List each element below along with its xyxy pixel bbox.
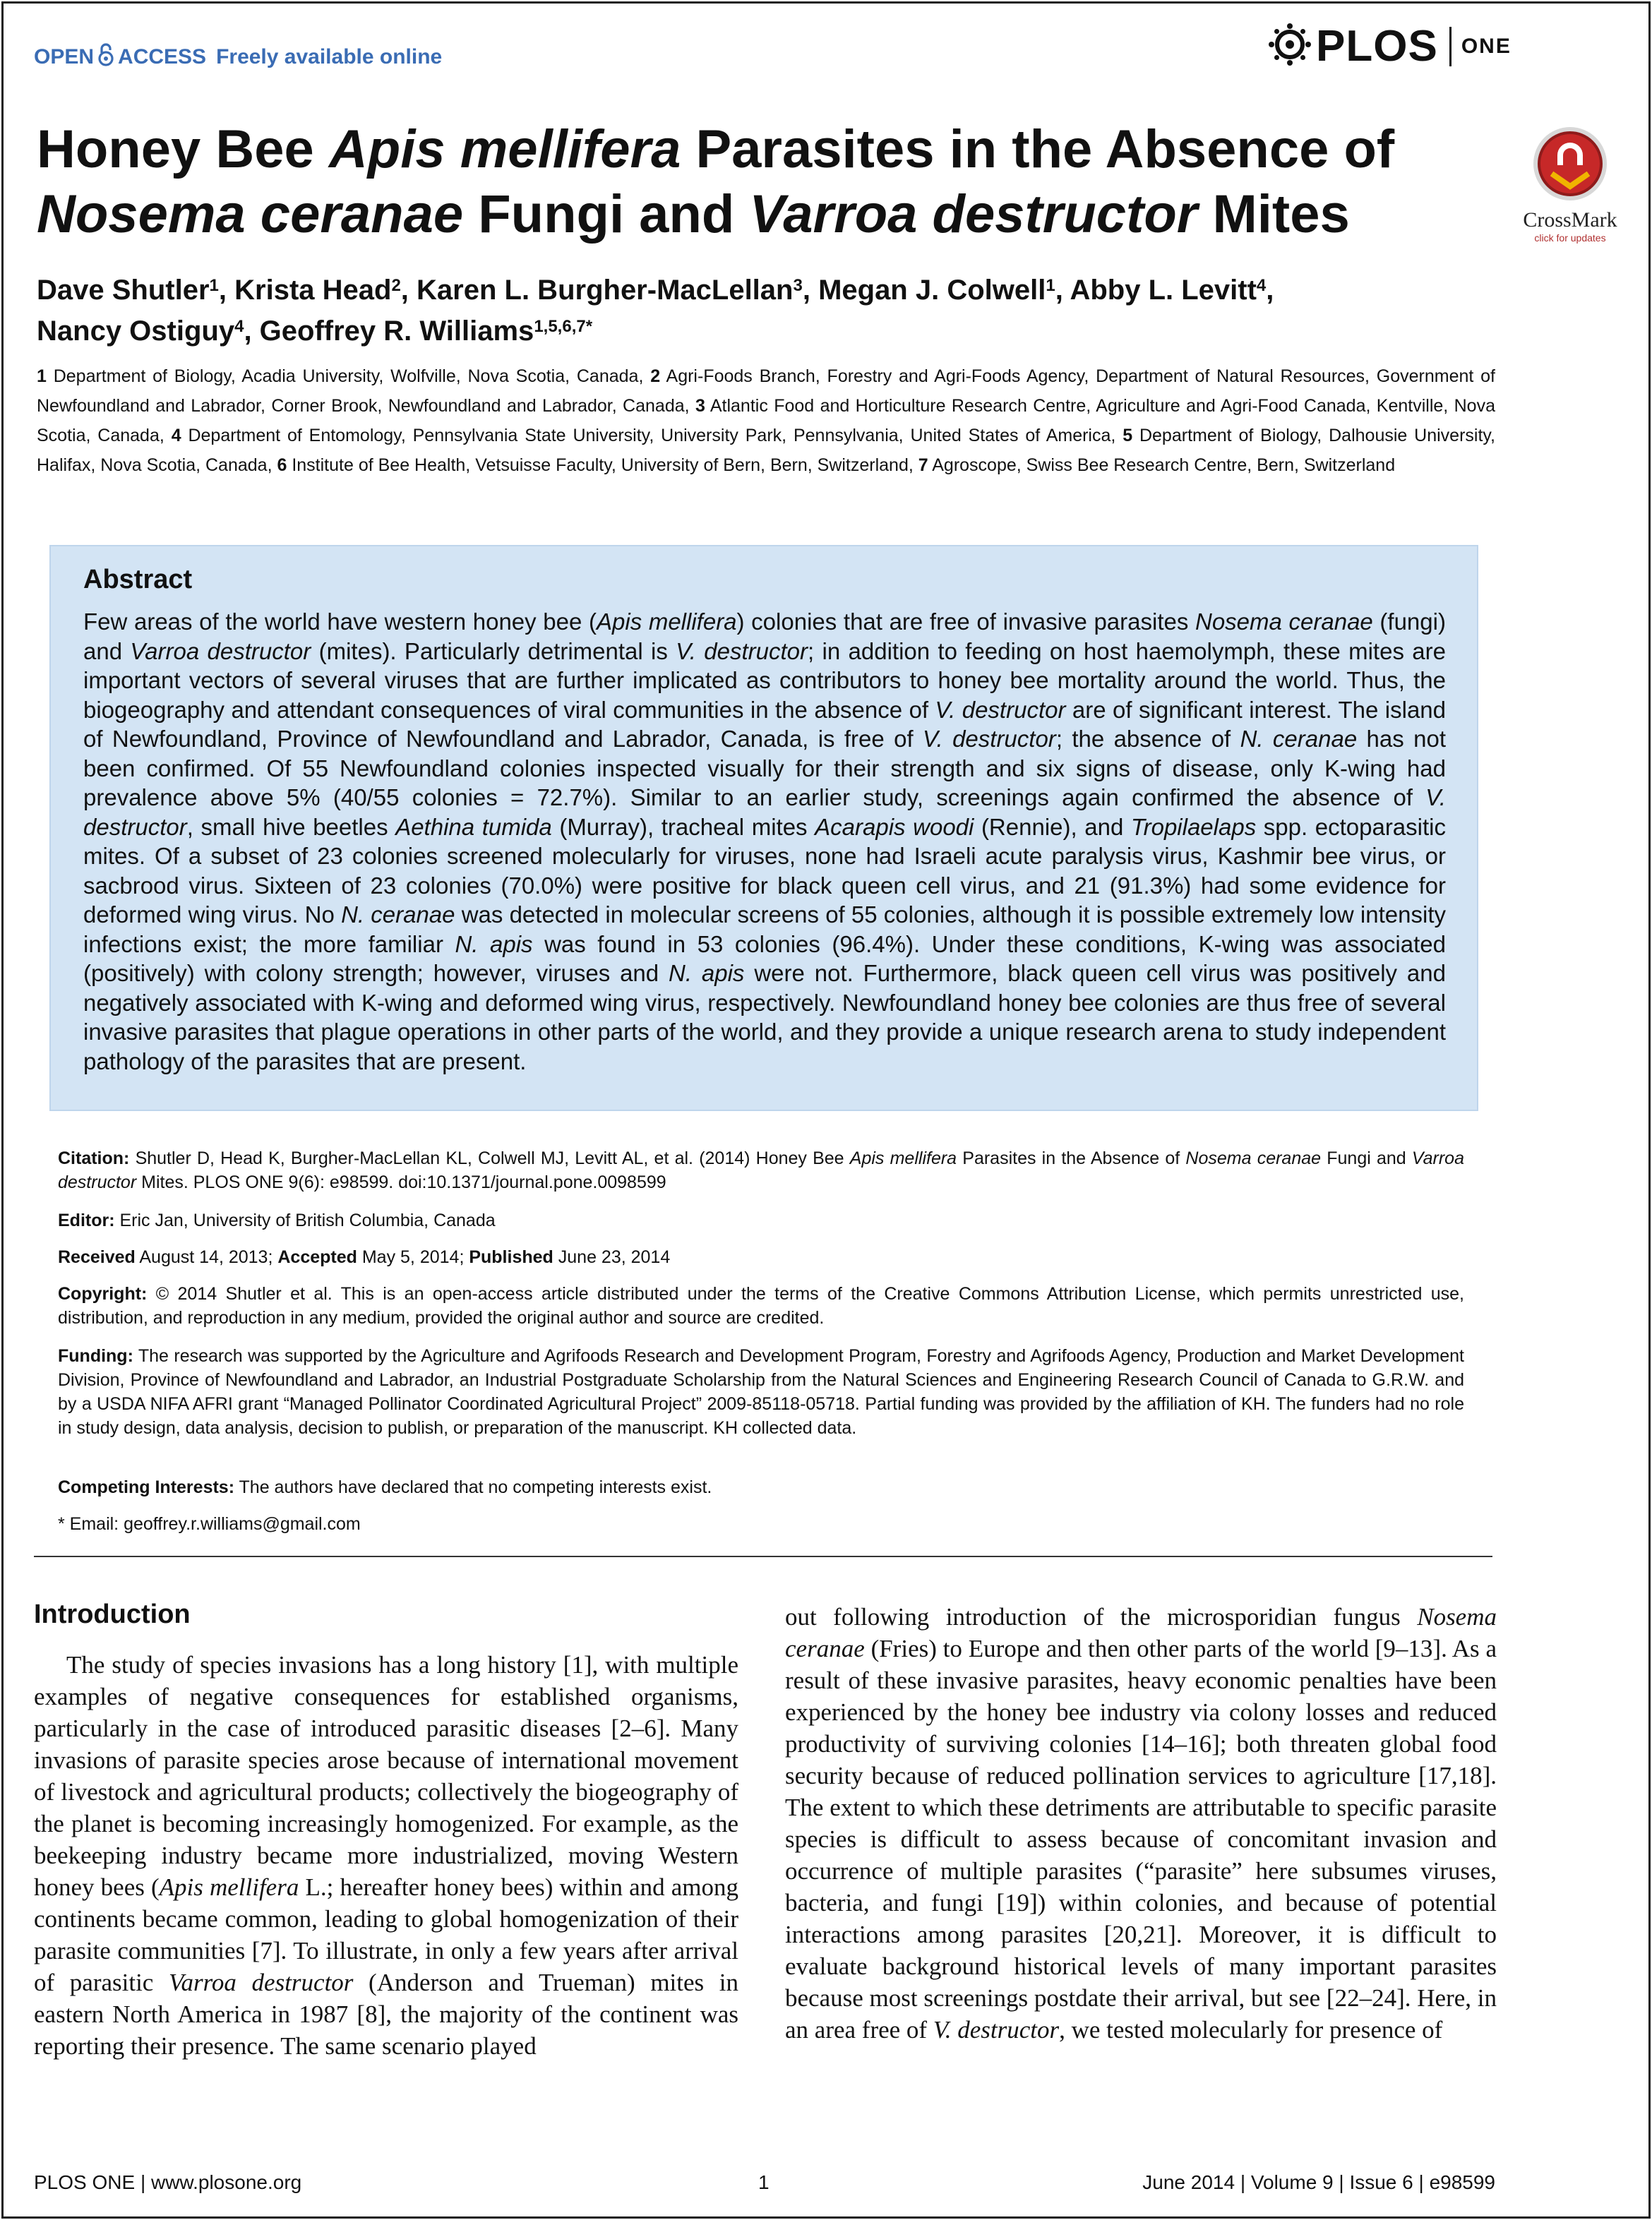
author-affiliation-mark: 1,5,6,7 bbox=[534, 317, 586, 336]
text-run: Shutler D, Head K, Burgher-MacLellan KL, Colwell MJ, Levitt AL, et al. (2014) Honey Bee bbox=[129, 1148, 850, 1168]
affiliation-text: Department of Entomology, Pennsylvania State University, University Park, Pennsylvania, United States of America, bbox=[181, 426, 1123, 445]
text-run: The study of species invasions has a long history [1], with multiple examples of negative consequences for established organisms, particularly in the case of introduced parasitic diseases [2–6]. Many invasions of parasite species arose because of international movement of livestock and agricultural products; collectively the biogeography of the planet is becoming increasingly homogenized. For example, as the beekeeping industry became more industrialized, moving Western honey bees ( bbox=[34, 1651, 738, 1901]
competing-text: The authors have declared that no competing interests exist. bbox=[234, 1477, 712, 1497]
editor-text: Eric Jan, University of British Columbia, Canada bbox=[114, 1211, 496, 1230]
text-run: Parasites in the Absence of bbox=[957, 1148, 1186, 1168]
article-title bbox=[37, 117, 1463, 247]
italic-text: Aethina tumida bbox=[395, 813, 552, 840]
text-run: ; the absence of bbox=[1055, 726, 1240, 752]
italic-text: Varroa destructor bbox=[168, 1969, 354, 1996]
text-run: was found in 53 colonies (96.4%). Under these conditions, K-wing was associated (positively) with colony strength; however, viruses and bbox=[83, 930, 1446, 986]
crossmark-badge[interactable] bbox=[1500, 124, 1641, 244]
copyright-text: © 2014 Shutler et al. This is an open-access article distributed under the terms of the Creative Commons Attribution License, which permits unrestricted use, distribution, and reproduction in any medium, provided the original author and source are credited. bbox=[58, 1284, 1464, 1328]
citation-label: Citation: bbox=[58, 1148, 130, 1168]
funding bbox=[58, 1344, 1464, 1440]
text-run: (fungi) and bbox=[83, 608, 1446, 664]
author-name: Karen L. Burgher-MacLellan bbox=[417, 275, 794, 306]
author-separator: , bbox=[244, 316, 260, 347]
text-run: L.; hereafter honey bees) within and among continents became common, leading to global homogenization of their parasite communities [7]. To illustrate, in only a few years after arrival of parasitic bbox=[34, 1873, 738, 1996]
author-separator: , bbox=[1055, 275, 1070, 306]
footer-journal[interactable]: PLOS ONE | www.plosone.org bbox=[34, 2171, 302, 2193]
freely-available-text: Freely available online bbox=[216, 45, 443, 68]
crossmark-label: CrossMark bbox=[1523, 208, 1617, 232]
affiliation-number: 1 bbox=[37, 366, 47, 386]
text-run: were not. Furthermore, black queen cell virus was positively and negatively associated with K-wing and deformed wing virus, respectively. Newfoundland honey bee colonies are thus free of several invasive parasites that plague operations in other parts of the world, and they provide a unique research arena to study independent pathology of the parasites that are present. bbox=[83, 960, 1446, 1074]
abstract-text bbox=[83, 607, 1446, 1076]
author-affiliation-mark: 4 bbox=[234, 317, 244, 336]
introduction-left-column bbox=[34, 1649, 738, 2062]
plos-wordmark: PLOS bbox=[1316, 22, 1438, 71]
accepted-date: May 5, 2014; bbox=[357, 1247, 469, 1267]
author-name: Geoffrey R. Williams bbox=[259, 316, 534, 347]
text-run: are of significant interest. The island of Newfoundland, Province of Newfoundland and Labrador, Canada, is free of bbox=[83, 696, 1446, 752]
open-access-left: OPEN bbox=[34, 45, 95, 68]
text-run: Fungi and bbox=[1321, 1148, 1412, 1168]
text-run: was detected in molecular screens of 55 colonies, although it is possible extremely low intensity infections exist; the more familiar bbox=[83, 901, 1446, 957]
author-separator: , bbox=[802, 275, 819, 306]
funding-text: The research was supported by the Agriculture and Agrifoods Research and Development Program, Forestry and Agrifoods Agency, Production and Market Development Division, Province of Newfoundland and Labrador, an Industrial Postgraduate Scholarship from the Natural Sciences and Engineering Research Council of Canada to G.R.W. and by a USDA NIFA AFRI grant “Managed Pollinator Coordinated Agricultural Project” 2009-85118-05718. Partial funding was provided by the affiliation of KH. The funders had no role in study design, data analysis, decision to publish, or preparation of the manuscript. KH collected data. bbox=[58, 1346, 1464, 1438]
logo-divider bbox=[1449, 27, 1452, 66]
open-lock-icon bbox=[98, 42, 114, 72]
affiliation-number: 6 bbox=[277, 455, 287, 475]
text-run: (Murray), tracheal mites bbox=[551, 813, 815, 840]
text-run: has not been confirmed. Of 55 Newfoundland colonies inspected visually for their strength and six signs of disease, only K-wing had prevalence above 5% (40/55 colonies = 72.7%). Similar to an earlier study, screenings again confirmed the absence of bbox=[83, 726, 1446, 810]
author-affiliation-mark: 3 bbox=[793, 276, 803, 295]
author-name: Krista Head bbox=[234, 275, 392, 306]
affiliation-text: Agroscope, Swiss Bee Research Centre, Bern, Switzerland bbox=[928, 455, 1396, 475]
italic-text: Apis mellifera bbox=[159, 1873, 299, 1901]
affiliations bbox=[37, 361, 1495, 480]
section-divider bbox=[34, 1556, 1492, 1557]
italic-text: Apis mellifera bbox=[849, 1148, 957, 1168]
copyright-label: Copyright: bbox=[58, 1284, 148, 1304]
text-run: , we tested molecularly for presence of bbox=[1059, 2016, 1443, 2044]
affiliation-text: Agri-Foods Branch, Forestry and Agri-Foods Agency, Department of Natural Resources, Government of Newfoundland and Labrador, Corner Brook, Newfoundland and Labrador, Canada, bbox=[37, 366, 1495, 416]
competing-interests bbox=[58, 1475, 1464, 1499]
crossmark-sub: click for updates bbox=[1534, 232, 1606, 244]
accepted-label: Accepted bbox=[277, 1247, 357, 1267]
affiliation-number: 2 bbox=[650, 366, 661, 386]
text-run: (Fries) to Europe and then other parts of the world [9–13]. As a result of these invasive parasites, heavy economic penalties have been experienced by the honey bee industry via colony losses and reduced productivity of surviving colonies [14–16]; both threaten global food security because of reduced pollination services to agriculture [17,18]. The extent to which these detriments are attributable to specific parasite species is difficult to assess because of concomitant invasion and occurrence of multiple parasites (“parasite” here subsumes viruses, bacteria, and fungi [19]) within colonies, and because of potential interactions among parasites [20,21]. Moreover, it is difficult to evaluate background historical levels of many important parasites because most screenings postdate their arrival, but see [22–24]. Here, in an area free of bbox=[785, 1635, 1497, 2044]
affiliation-number: 3 bbox=[695, 396, 705, 416]
italic-text: V. destructor bbox=[83, 784, 1446, 840]
affiliation-number: 7 bbox=[918, 455, 928, 475]
page-number: 1 bbox=[758, 2171, 770, 2193]
italic-text: Apis mellifera bbox=[597, 608, 737, 635]
published-date: June 23, 2014 bbox=[553, 1247, 671, 1267]
author-name: Dave Shutler bbox=[37, 275, 210, 306]
italic-text: V. destructor bbox=[933, 2016, 1060, 2044]
footer-issue: June 2014 | Volume 9 | Issue 6 | e98599 bbox=[1142, 2171, 1495, 2193]
author-list bbox=[37, 270, 1491, 352]
italic-text: N. ceranae bbox=[341, 901, 455, 928]
italic-text: N. apis bbox=[669, 960, 745, 986]
page-footer bbox=[34, 2171, 1495, 2200]
author-affiliation-mark: 4 bbox=[1256, 276, 1267, 295]
italic-text: N. ceranae bbox=[1240, 726, 1358, 752]
title-part: Honey Bee bbox=[37, 119, 329, 179]
received-label: Received bbox=[58, 1247, 136, 1267]
text-run: spp. ectoparasitic mites. Of a subset of 23 colonies screened molecularly for viruses, none had Israeli acute paralysis virus, Kashmir bee virus, or sacbrood virus. Sixteen of 23 colonies (70.0%) were positive for black queen cell virus, and 21 (91.3%) had some evidence for deformed wing virus. No bbox=[83, 813, 1446, 928]
title-part: Mites bbox=[1197, 184, 1350, 244]
citation-text bbox=[58, 1148, 1464, 1192]
italic-text: Tropilaelaps bbox=[1130, 813, 1257, 840]
title-part: Fungi and bbox=[463, 184, 750, 244]
italic-text: V. destructor bbox=[676, 637, 808, 664]
competing-label: Competing Interests: bbox=[58, 1477, 235, 1497]
italic-text: Nosema ceranae bbox=[1195, 608, 1373, 635]
italic-text: V. destructor bbox=[935, 696, 1066, 723]
abstract-heading: Abstract bbox=[83, 565, 193, 594]
italic-text: Nosema ceranae bbox=[785, 1603, 1497, 1662]
copyright bbox=[58, 1282, 1464, 1330]
affiliation-number: 5 bbox=[1123, 426, 1133, 445]
italic-text: Varroa destructor bbox=[58, 1148, 1464, 1192]
title-part-italic: Nosema ceranae bbox=[37, 184, 464, 244]
affiliation-text: Department of Biology, Dalhousie University, Halifax, Nova Scotia, Canada, bbox=[37, 426, 1496, 475]
crossmark-icon bbox=[1531, 194, 1610, 206]
author-name: Abby L. Levitt bbox=[1070, 275, 1257, 306]
affiliation-text: Institute of Bee Health, Vetsuisse Faculty, University of Bern, Bern, Switzerland, bbox=[287, 455, 918, 475]
received-date: August 14, 2013; bbox=[135, 1247, 278, 1267]
text-run: (Rennie), and bbox=[974, 813, 1131, 840]
author-name: Nancy Ostiguy bbox=[37, 316, 235, 347]
title-part-italic: Varroa destructor bbox=[749, 184, 1198, 244]
introduction-heading: Introduction bbox=[34, 1600, 191, 1629]
italic-text: V. destructor bbox=[922, 726, 1056, 752]
author-affiliation-mark: 1 bbox=[1046, 276, 1055, 295]
affiliation-text: Department of Biology, Acadia University, Wolfville, Nova Scotia, Canada, bbox=[46, 366, 651, 386]
plos-logo-icon bbox=[1268, 23, 1312, 70]
journal-logo[interactable] bbox=[1268, 21, 1512, 71]
introduction-right-column bbox=[785, 1601, 1497, 2046]
text-run: out following introduction of the microsporidian fungus bbox=[785, 1603, 1418, 1631]
text-run: ) colonies that are free of invasive parasites bbox=[736, 608, 1195, 635]
author-affiliation-mark: 2 bbox=[391, 276, 401, 295]
corresponding-mark: * bbox=[585, 317, 593, 336]
title-part: Parasites in the Absence of bbox=[681, 119, 1395, 179]
author-affiliation-mark: 1 bbox=[209, 276, 219, 295]
abstract-box bbox=[49, 545, 1478, 1111]
italic-text: Varroa destructor bbox=[130, 637, 311, 664]
affiliation-text: Atlantic Food and Horticulture Research Centre, Agriculture and Agri-Food Canada, Kentville, Nova Scotia, Canada, bbox=[37, 396, 1495, 445]
dates bbox=[58, 1245, 1464, 1269]
corresponding-email[interactable] bbox=[58, 1512, 1464, 1536]
citation bbox=[58, 1146, 1464, 1194]
published-label: Published bbox=[469, 1247, 553, 1267]
author-separator: , bbox=[218, 275, 235, 306]
italic-text: Acarapis woodi bbox=[815, 813, 974, 840]
text-run: Mites. PLOS ONE 9(6): e98599. doi:10.1371/journal.pone.0098599 bbox=[136, 1172, 666, 1192]
italic-text: N. apis bbox=[455, 930, 533, 957]
email-text[interactable]: * Email: geoffrey.r.williams@gmail.com bbox=[58, 1514, 361, 1534]
italic-text: Nosema ceranae bbox=[1185, 1148, 1322, 1168]
author-name: Megan J. Colwell bbox=[818, 275, 1046, 306]
editor-label: Editor: bbox=[58, 1211, 115, 1230]
author-separator: , bbox=[1266, 275, 1274, 306]
open-access-right: ACCESS bbox=[118, 45, 207, 68]
text-run: (mites). Particularly detrimental is bbox=[311, 637, 676, 664]
text-run: ; in addition to feeding on host haemolymph, these mites are important vectors of several viruses that are further implicated as contributors to honey bee mortality around the world. Thus, the biogeography and attendant consequences of viral communities in the absence of bbox=[83, 637, 1446, 723]
open-access-banner[interactable] bbox=[34, 42, 442, 72]
text-run: (Anderson and Trueman) mites in eastern North America in 1987 [8], the majority of the continent was reporting their presence. The same scenario played bbox=[34, 1969, 738, 2060]
text-run: Few areas of the world have western honey bee ( bbox=[83, 608, 597, 635]
editor bbox=[58, 1208, 1464, 1232]
text-run: , small hive beetles bbox=[186, 813, 396, 840]
author-separator: , bbox=[400, 275, 417, 306]
funding-label: Funding: bbox=[58, 1346, 133, 1366]
title-part-italic: Apis mellifera bbox=[328, 119, 681, 179]
journal-sub: ONE bbox=[1461, 34, 1512, 58]
affiliation-number: 4 bbox=[171, 426, 181, 445]
